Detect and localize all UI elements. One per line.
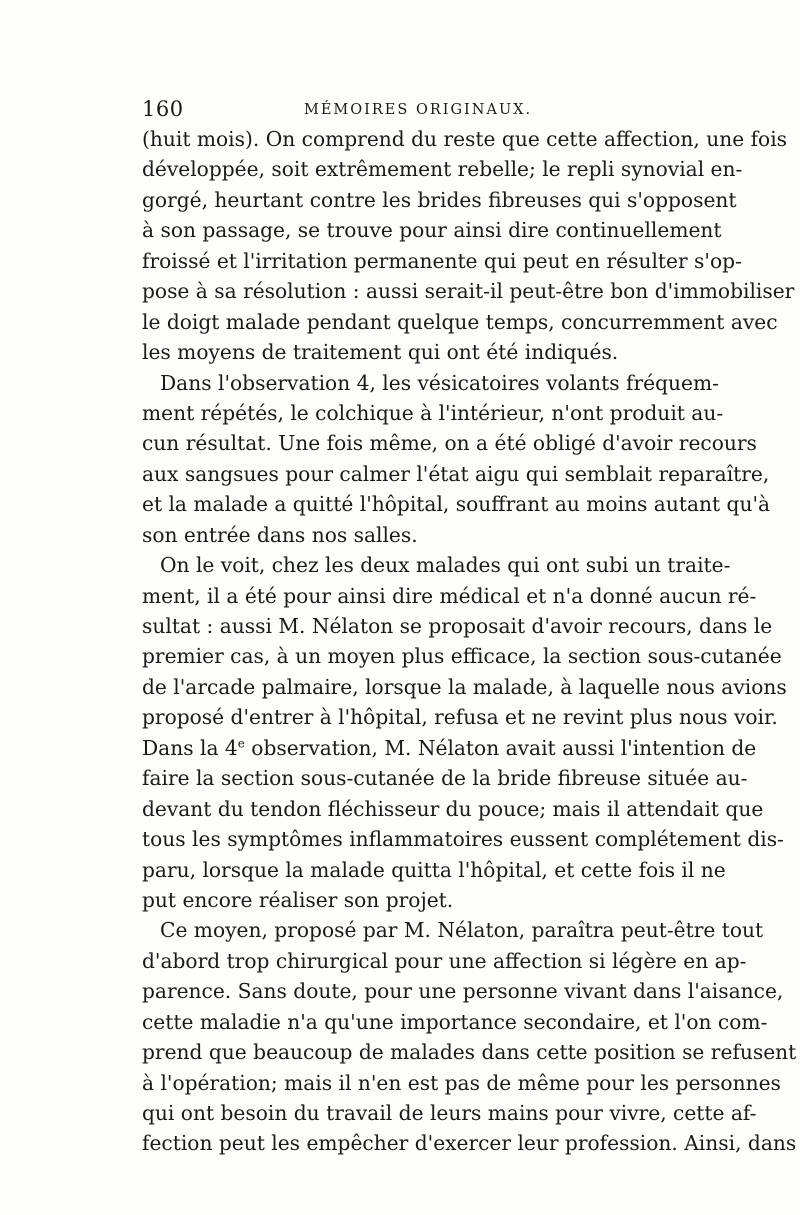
text-line: [142, 428, 757, 458]
text-line-content: sultat : aussi M. Nélaton se proposait d'avoir recours, dans le: [142, 614, 773, 638]
text-line-content: fection peut les empêcher d'exercer leur profession. Ainsi, dans: [142, 1131, 797, 1156]
text-line-content: paru, lorsque la malade quitta l'hôpital, et cette fois il ne: [142, 857, 726, 882]
text-line-content: On le voit, chez les deux malades qui ont subi un traite-: [160, 553, 731, 578]
text-line: [142, 520, 664, 550]
text-line: [142, 124, 788, 154]
text-line: [142, 976, 784, 1006]
text-line: [142, 1037, 797, 1067]
text-line: [142, 581, 757, 611]
text-line-content: qui ont besoin du travail de leurs mains pour vivre, cette af-: [142, 1101, 757, 1125]
text-line-content: gorgé, heurtant contre les brides fibreuses qui s'opposent: [142, 187, 737, 212]
text-line: [142, 733, 757, 763]
text-line-content: et la malade a quitté l'hôpital, souffrant au moins autant qu'à: [142, 492, 771, 517]
text-line-content: Dans l'observation 4, les vésicatoires volants fréquem-: [160, 370, 719, 395]
text-line: [142, 276, 795, 306]
text-line: [142, 672, 787, 702]
text-line: [142, 368, 719, 398]
text-line-content: premier cas, à un moyen plus efficace, la section sous-cutanée: [142, 644, 782, 669]
text-line-content: devant du tendon fléchisseur du pouce; mais il attendait que: [142, 796, 764, 821]
text-line-content: ment, il a été pour ainsi dire médical et n'a donné aucun ré-: [142, 583, 757, 608]
text-line: [142, 246, 742, 276]
text-line-content: Ce moyen, proposé par M. Nélaton, paraîtra peut-être tout: [160, 918, 764, 943]
text-line: [142, 337, 664, 367]
text-line-content: développée, soit extrêmement rebelle; le repli synovial en-: [142, 157, 743, 182]
text-line: [142, 794, 764, 824]
superscript: e: [237, 736, 245, 751]
text-line: [142, 641, 782, 671]
text-line: [142, 855, 726, 885]
text-line: [142, 1007, 768, 1037]
text-line-content: put encore réaliser son projet.: [142, 887, 454, 912]
page-header: [142, 96, 664, 122]
text-line-content: froissé et l'irritation permanente qui peut en résulter s'op-: [142, 248, 742, 273]
text-line: [142, 459, 770, 489]
text-line: [142, 1128, 797, 1158]
page-number: 160: [142, 97, 184, 121]
text-line-content: faire la section sous-cutanée de la bride fibreuse située au-: [142, 766, 748, 791]
text-line-content: proposé d'entrer à l'hôpital, refusa et ne revint plus nous voir.: [142, 705, 778, 730]
text-line: [142, 185, 737, 215]
text-line-content: d'abord trop chirurgical pour une affection si légère en ap-: [142, 948, 747, 973]
text-line: [142, 611, 773, 641]
text-line: [142, 1098, 757, 1128]
body-text: [142, 124, 797, 1159]
text-line: [142, 763, 748, 793]
text-line-content: à l'opération; mais il n'en est pas de même pour les personnes: [142, 1070, 781, 1095]
text-line-content: à son passage, se trouve pour ainsi dire continuellement: [142, 218, 722, 243]
text-line: [142, 398, 724, 428]
text-line-content: de l'arcade palmaire, lorsque la malade, à laquelle nous avions: [142, 674, 787, 699]
text-line-content: cette maladie n'a qu'une importance secondaire, et l'on com-: [142, 1009, 768, 1034]
text-line-content: tous les symptômes inflammatoires eussent complétement dis-: [142, 827, 784, 852]
text-line: [142, 215, 722, 245]
text-line: [142, 550, 731, 580]
text-line-content: ment répétés, le colchique à l'intérieur, n'ont produit au-: [142, 400, 724, 425]
text-line: [142, 154, 743, 184]
text-line: [142, 824, 784, 854]
text-line-content: prend que beaucoup de malades dans cette position se refusent: [142, 1040, 797, 1065]
text-line-content: son entrée dans nos salles.: [142, 522, 418, 547]
text-line-content: (huit mois). On comprend du reste que cette affection, une fois: [142, 127, 788, 151]
text-line: [142, 307, 778, 337]
text-line-content: cun résultat. Une fois même, on a été obligé d'avoir recours: [142, 431, 757, 456]
text-line: [142, 1068, 781, 1098]
text-line-content: le doigt malade pendant quelque temps, concurremment avec: [142, 309, 778, 334]
text-line-content: pose à sa résolution : aussi serait-il peut-être bon d'immobiliser: [142, 279, 795, 304]
text-line: [142, 702, 778, 732]
text-line-content: Dans la 4: [142, 735, 238, 760]
text-line-content: parence. Sans doute, pour une personne vivant dans l'aisance,: [142, 979, 784, 1004]
text-line: [142, 489, 771, 519]
text-line-content: les moyens de traitement qui ont été indiqués.: [142, 340, 619, 365]
text-line-content: observation, M. Nélaton avait aussi l'intention de: [244, 735, 757, 760]
text-line-content: aux sangsues pour calmer l'état aigu qui semblait reparaître,: [142, 461, 770, 486]
text-line: [142, 915, 764, 945]
text-line: [142, 885, 664, 915]
running-head: MÉMOIRES ORIGINAUX.: [304, 102, 533, 118]
text-line: [142, 946, 747, 976]
